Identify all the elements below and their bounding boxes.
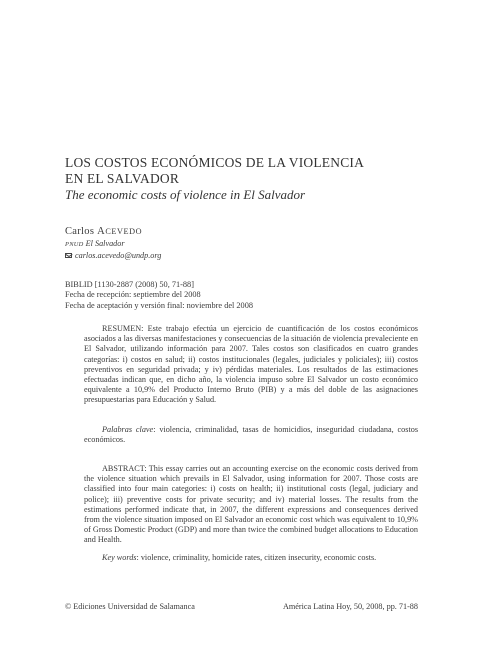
abstract-english-text: ABSTRACT: This essay carries out an accounting exercise on the economic costs derived from the violence situation which prevails in El Salvador, using information for 2007. Those costs are classified into four main categories: i) costs on health; ii) institutional costs (legal, judiciary and police); iii) preventive costs for private security; and iv) material losses. The results from the estimations performed indicate that, in 2007, the different expressions and consequences derived from the violence situation imposed on El Salvador an economic cost which was equivalent to 10,9% of Gross Domestic Product (GDP) and more than twice the combined budget allocations to Education and Health. <box>84 464 418 545</box>
author-first-name: Carlos <box>65 226 95 237</box>
author-email[interactable] <box>65 250 161 261</box>
abstract-english <box>84 464 418 546</box>
keywords-spanish <box>84 425 418 445</box>
keywords-text-es: : violencia, criminalidad, tasas de homicidios, inseguridad ciudadana, costos económicos. <box>84 425 419 445</box>
author-block <box>65 225 161 261</box>
accepted-date: Fecha de aceptación y versión final: noviembre del 2008 <box>65 300 253 310</box>
keywords-english <box>84 553 418 563</box>
footer-journal-ref: América Latina Hoy, 50, 2008, pp. 71-88 <box>283 602 418 611</box>
footer-publisher: © Ediciones Universidad de Salamanca <box>65 602 195 611</box>
title-line-1: LOS COSTOS ECONÓMICOS DE LA VIOLENCIA <box>65 155 365 170</box>
keywords-text-en: : violence, criminality, homicide rates, citizen insecurity, economic costs. <box>136 553 377 562</box>
affiliation-place: El Salvador <box>85 239 125 248</box>
page-footer <box>65 602 418 612</box>
title-english: The economic costs of violence in El Salvador <box>65 187 306 202</box>
envelope-icon <box>65 253 72 258</box>
received-date: Fecha de recepción: septiembre del 2008 <box>65 290 201 300</box>
email-text[interactable]: carlos.acevedo@undp.org <box>75 251 162 260</box>
author-affiliation <box>65 238 161 250</box>
keywords-label-en: Key words <box>102 553 137 562</box>
article-title <box>65 155 445 203</box>
author-last-name: ACEVEDO <box>97 226 143 237</box>
abstract-spanish-text: RESUMEN: Este trabajo efectúa un ejercicio de cuantificación de los costos económicos asociados a las diversas manifestaciones y consecuencias de la situación de violencia prevaleciente en El Salvador, utilizando información para 2007. Tales costos son clasificados en cuatro grandes categorías: i) costos en salud; ii) costos institucionales (legales, judiciales y policiales); iii) costos preventivos en seguridad privada; y iv) pérdidas materiales. Los resultados de las estimaciones efectuadas indican que, en dicho año, la violencia impuso sobre El Salvador un costo económico equivalente a 10,9% del Producto Interno Bruto (PIB) y a más del doble de las asignaciones presupuestarias para Educación y Salud. <box>84 324 418 405</box>
title-line-2: EN EL SALVADOR <box>65 171 180 186</box>
keywords-label-es: Palabras clave <box>102 425 154 434</box>
biblid: BIBLID [1130-2887 (2008) 50, 71-88] <box>65 280 194 289</box>
abstract-spanish <box>84 324 418 406</box>
author-name <box>65 225 161 238</box>
bibliographic-info <box>65 280 253 311</box>
affiliation-org: PNUD <box>65 241 84 248</box>
